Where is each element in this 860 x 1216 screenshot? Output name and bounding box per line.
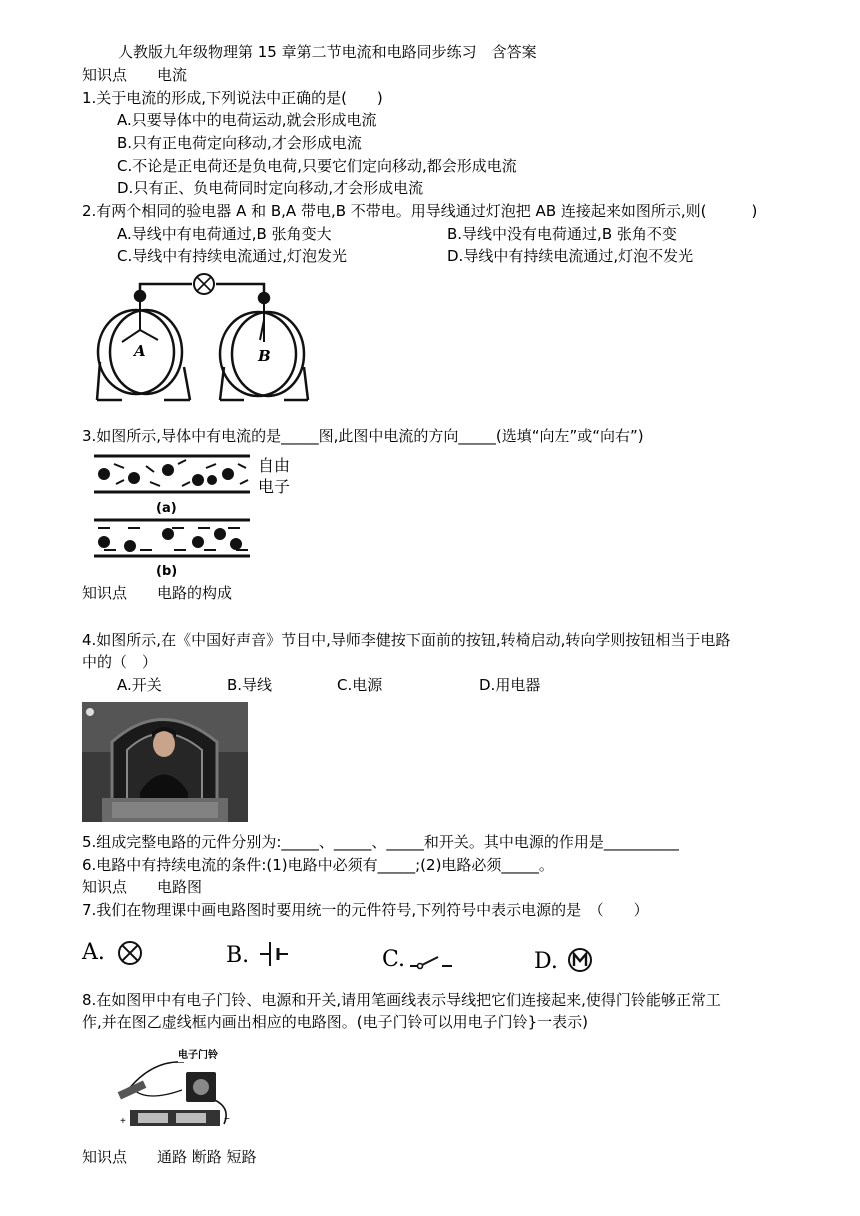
voice-of-china-photo — [82, 702, 248, 822]
q7-option-c-label: C. — [382, 947, 406, 972]
electroscope-figure — [92, 272, 310, 416]
svg-text:+: + — [120, 1116, 126, 1127]
figure-caption-b: (b) — [156, 564, 178, 579]
q7-option-b-label: B. — [226, 943, 250, 968]
q6-text: 6.电路中有持续电流的条件:(1)电路中必须有_____;(2)电路必须_____。 — [82, 856, 554, 874]
doorbell-circuit-figure — [112, 1046, 242, 1132]
q4-option-c: C.电源 — [337, 676, 383, 694]
q1-option-b: B.只有正电荷定向移动,才会形成电流 — [117, 134, 362, 152]
section-heading-circuit-states: 知识点 通路 断路 短路 — [82, 1148, 257, 1166]
q1-option-a: A.只要导体中的电荷运动,就会形成电流 — [117, 111, 377, 129]
q2-stem: 2.有两个相同的验电器 A 和 B,A 带电,B 不带电。用导线通过灯泡把 AB 连接起来如图所示,则( ) — [82, 202, 758, 220]
battery-symbol-icon — [258, 939, 292, 969]
lamp-symbol-icon — [116, 939, 144, 967]
q7-option-d-label: D. — [534, 949, 558, 974]
section-heading-current: 知识点 电流 — [82, 66, 188, 84]
motor-symbol-icon — [566, 946, 594, 974]
q2-option-c: C.导线中有持续电流通过,灯泡发光 — [117, 247, 348, 265]
q4-stem-line2: 中的（ ） — [82, 653, 158, 671]
electroscope-label-a: A — [134, 342, 146, 360]
q4-option-b: B.导线 — [227, 676, 273, 694]
q7-option-a-label: A. — [82, 940, 105, 965]
free-electron-label-line1: 自由 — [258, 456, 291, 475]
svg-text:−: − — [224, 1114, 230, 1125]
free-electron-label-line2: 电子 — [258, 477, 291, 496]
electroscope-label-b: B — [258, 347, 271, 365]
q5-text: 5.组成完整电路的元件分别为:_____、_____、_____和开关。其中电源的作用是__________ — [82, 833, 679, 851]
section-heading-circuit-diagram: 知识点 电路图 — [82, 878, 203, 896]
figure-caption-a: (a) — [156, 501, 177, 516]
q8-stem-line1: 8.在如图甲中有电子门铃、电源和开关,请用笔画线表示导线把它们连接起来,使得门铃能够正常工 — [82, 991, 721, 1009]
doorbell-label: 电子门铃 — [178, 1050, 218, 1061]
q8-stem-line2: 作,并在图乙虚线框内画出相应的电路图。(电子门铃可以用电子门铃}一表示) — [82, 1013, 589, 1031]
q2-option-a: A.导线中有电荷通过,B 张角变大 — [117, 225, 332, 243]
q7-stem: 7.我们在物理课中画电路图时要用统一的元件符号,下列符号中表示电源的是 （ ） — [82, 901, 649, 919]
q2-option-d: D.导线中有持续电流通过,灯泡不发光 — [447, 247, 694, 265]
q1-option-c: C.不论是正电荷还是负电荷,只要它们定向移动,都会形成电流 — [117, 157, 517, 175]
q3-stem: 3.如图所示,导体中有电流的是_____图,此图中电流的方向_____(选填“向左”或“向右”) — [82, 427, 644, 445]
q4-stem-line1: 4.如图所示,在《中国好声音》节目中,导师李健按下面前的按钮,转椅启动,转向学则按钮相当于电路 — [82, 631, 731, 649]
q2-option-b: B.导线中没有电荷通过,B 张角不变 — [447, 225, 677, 243]
page-title: 人教版九年级物理第 15 章第二节电流和电路同步练习 含答案 — [118, 43, 537, 61]
q4-option-a: A.开关 — [117, 676, 162, 694]
q1-stem: 1.关于电流的形成,下列说法中正确的是( ) — [82, 89, 383, 107]
q4-option-d: D.用电器 — [479, 676, 541, 694]
q1-option-d: D.只有正、负电荷同时定向移动,才会形成电流 — [117, 179, 424, 197]
section-heading-circuit-components: 知识点 电路的构成 — [82, 584, 233, 602]
switch-symbol-icon — [408, 952, 458, 972]
